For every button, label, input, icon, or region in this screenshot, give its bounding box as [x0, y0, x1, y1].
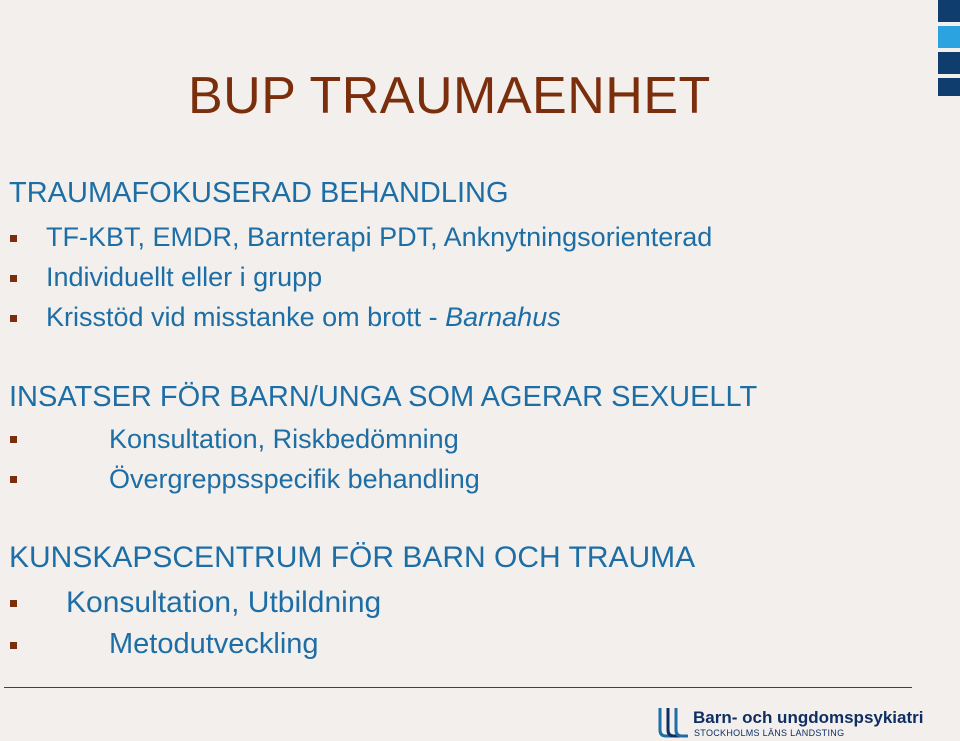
barnahus-emphasis: Barnahus: [445, 302, 561, 332]
corner-square: [938, 0, 960, 22]
corner-square: [938, 78, 960, 96]
bullet-square-icon: [10, 642, 17, 649]
section-heading-knowledge-center: KUNSKAPSCENTRUM FÖR BARN OCH TRAUMA: [9, 541, 696, 574]
footer-logo: [657, 706, 924, 740]
bullet-square-icon: [10, 476, 17, 483]
list-item-text: Konsultation, Utbildning: [66, 586, 382, 619]
corner-decoration: [938, 0, 960, 100]
section-heading-treatment: TRAUMAFOKUSERAD BEHANDLING: [9, 177, 509, 209]
list-item-text: TF-KBT, EMDR, Barnterapi PDT, Anknytningsorienterad: [46, 222, 713, 252]
footer-brand: Barn- och ungdomspsykiatri: [693, 708, 924, 727]
bullet-square-icon: [10, 315, 17, 322]
section-heading-interventions: INSATSER FÖR BARN/UNGA SOM AGERAR SEXUELLT: [9, 381, 758, 413]
bullet-square-icon: [10, 436, 17, 443]
corner-square: [938, 52, 960, 74]
list-item-text-main: Krisstöd vid misstanke om brott -: [46, 302, 446, 332]
bullet-square-icon: [10, 235, 17, 242]
bullet-square-icon: [10, 275, 17, 282]
sll-logo-icon: [657, 706, 691, 738]
footer-subtitle: STOCKHOLMS LÄNS LANDSTING: [694, 728, 845, 738]
list-item-text: Individuellt eller i grupp: [46, 262, 323, 292]
bullet-square-icon: [10, 600, 17, 607]
list-item-text: Metodutveckling: [109, 628, 319, 660]
corner-square: [938, 26, 960, 48]
footer-divider: [4, 687, 912, 688]
slide-title: BUP TRAUMAENHET: [188, 67, 711, 125]
list-item-text: Övergreppsspecifik behandling: [109, 464, 480, 494]
list-item-text: Konsultation, Riskbedömning: [109, 424, 459, 454]
list-item-text: [46, 302, 561, 333]
